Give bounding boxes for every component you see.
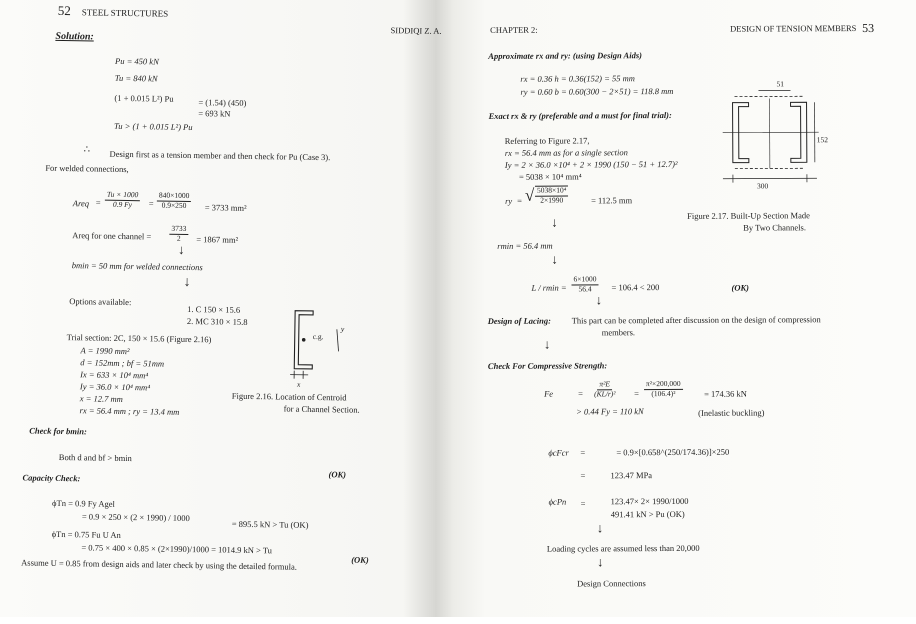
slenderness-label: L / rmin = [531, 284, 566, 294]
fe-result: = 174.36 kN [704, 390, 747, 400]
exact-heading: Exact rx & ry (preferable and a must for final trial): [489, 111, 672, 122]
phi-fcr-equation: = 0.9×[0.658^(250/174.36)]×250 [616, 448, 729, 458]
lacing-text-1: This part can be completed after discussion on the design of compression [572, 315, 821, 326]
multiplier-lhs: (1 + 0.015 L²) Pu [114, 94, 173, 105]
page-number: 53 [862, 22, 874, 36]
phi-tn-line-5: = 0.75 × 400 × 0.85 × (2×1990)/1000 = 1014.9 kN > Tu [81, 543, 272, 556]
therefore-symbol: ∴ [84, 144, 91, 156]
areq-label: Areq [73, 199, 89, 209]
equals-sign: = [580, 448, 585, 458]
one-channel-fraction: $\frac{3733}{2}$ [169, 225, 188, 244]
phi-pn-label: ϕcPn [549, 498, 567, 508]
running-head: STEEL STRUCTURES [82, 7, 169, 19]
one-channel-result: = 1867 mm² [196, 235, 238, 245]
slenderness-result: = 106.4 < 200 [611, 283, 659, 293]
fe-fraction-1: $\frac{\text{π²E}}{\text{(KL/r)²}}$ [592, 380, 618, 398]
assume-text: Assume U = 0.85 from design aids and later check by using the detailed formula. [21, 558, 297, 572]
multiplier-eq2: = 693 kN [198, 109, 230, 119]
ry-fraction: $\frac{\text{5038×10⁴}}{2\times 1990}$ [535, 186, 568, 205]
fe-label: Fe [544, 390, 553, 400]
check-bmin-heading: Check for bmin: [29, 427, 87, 438]
area-value: A = 1990 mm² [80, 346, 129, 357]
option-2: 2. MC 310 × 15.8 [187, 317, 248, 328]
phi-tn-line-2: = 0.9 × 250 × (2 × 1990) / 1000 [82, 512, 190, 523]
areq-one-channel: Areq for one channel = [72, 231, 151, 242]
cg-label: c.g. [313, 333, 324, 342]
iy-exact: Iy = 2 × 36.0 ×10⁴ + 2 × 1990 (150 − 51 + 12.7)² [505, 160, 678, 171]
equals-sign: = [96, 199, 101, 209]
loading-cycles-text: Loading cycles are assumed less than 20,000 [547, 544, 700, 555]
author-name: SIDDIQI Z. A. [390, 26, 441, 37]
down-arrow-icon: ↓ [183, 275, 190, 291]
equals-sign: = [517, 197, 522, 207]
for-welded-text: For welded connections, [45, 164, 128, 175]
rx-approx: rx = 0.36 h = 0.36(152) = 55 mm [520, 74, 635, 84]
down-arrow-icon: ↓ [551, 216, 558, 231]
phi-tn-line-1: ϕTn = 0.9 Fy Agel [52, 499, 115, 510]
areq-fraction-1: $\frac{Tu \times 1000}{0.9 Fy}$ [105, 191, 141, 210]
phi-pn-line-1: 123.47× 2× 1990/1000 [611, 497, 689, 507]
multiplier-eq1: = (1.54) (450) [198, 98, 246, 109]
solution-heading: Solution: [55, 31, 94, 43]
equals-sign: = [580, 471, 585, 481]
chapter-title: DESIGN OF TENSION MEMBERS [730, 24, 856, 34]
x-bar-value: x = 12.7 mm [80, 394, 123, 404]
down-arrow-icon: ↓ [596, 293, 603, 308]
compressive-heading: Check For Compressive Strength: [488, 361, 607, 371]
areq-result: = 3733 mm² [205, 203, 247, 213]
tu-comparison: Tu > (1 + 0.015 L²) Pu [114, 122, 193, 133]
slenderness-fraction: $\frac{6\times 1000}{56.4}$ [571, 275, 598, 293]
design-first-text: Design first as a tension member and then check for Pu (Case 3). [110, 150, 331, 163]
equals-sign: = [149, 199, 154, 209]
option-1: 1. C 150 × 15.6 [187, 305, 240, 316]
capacity-heading: Capacity Check: [22, 473, 80, 484]
phi-tn-line-4: ϕTn = 0.75 Fu U An [52, 530, 121, 541]
ok-label: (OK) [329, 470, 347, 480]
down-arrow-icon: ↓ [544, 338, 551, 353]
figure-2-16-caption: Figure 2.16. Location of Centroid [232, 392, 347, 404]
channel-centroid-figure [284, 305, 355, 386]
ok-label: (OK) [731, 284, 749, 294]
built-up-section-figure [718, 86, 829, 187]
trial-section: Trial section: 2C, 150 × 15.6 (Figure 2.16) [67, 333, 212, 345]
rx-exact: rx = 56.4 mm as for a single section [505, 148, 628, 158]
fe-fraction-2: $\frac{\text{π²×200,000}}{\text{(106.4)²}}$ [644, 380, 683, 398]
phi-pn-line-2: 491.41 kN > Pu (OK) [611, 510, 685, 520]
sqrt-icon: √ [525, 186, 534, 206]
phi-fcr-result: 123.47 MPa [610, 471, 652, 481]
design-connections-text: Design Connections [577, 579, 646, 589]
ry-result: = 112.5 mm [591, 196, 632, 206]
pu-value: Pu = 450 kN [115, 57, 159, 67]
ry-label: ry [505, 197, 512, 207]
dim-51-label: 51 [776, 80, 784, 89]
rmin-text: rmin = 56.4 mm [497, 242, 552, 252]
fe-comparison: > 0.44 Fy = 110 kN [576, 407, 644, 417]
figure-2-17-caption: Figure 2.17. Built-Up Section Made [687, 211, 810, 221]
ix-value: Ix = 633 × 10⁴ mm⁴ [80, 370, 148, 381]
figure-2-16-caption-2: for a Channel Section. [284, 405, 360, 416]
iy-value: Iy = 36.0 × 10⁴ mm⁴ [80, 382, 150, 393]
equals-sign: = [578, 389, 583, 399]
tu-value: Tu = 840 kN [115, 74, 158, 84]
down-arrow-icon: ↓ [178, 243, 185, 258]
equals-sign: = [581, 499, 586, 509]
down-arrow-icon: ↓ [551, 253, 558, 268]
both-text: Both d and bf > bmin [59, 453, 132, 464]
lacing-text-2: members. [602, 328, 635, 338]
depth-value: d = 152mm ; bf = 51mm [80, 358, 164, 369]
page-53 [478, 0, 916, 617]
approx-heading: Approximate rx and ry: (using Design Aids) [488, 51, 642, 62]
inelastic-note: (Inelastic buckling) [698, 409, 764, 419]
equals-sign: = [634, 389, 639, 399]
lacing-heading: Design of Lacing: [488, 317, 551, 327]
rx-ry-values: rx = 56.4 mm ; ry = 13.4 mm [79, 406, 179, 417]
ok-label: (OK) [351, 556, 369, 566]
areq-fraction-2: $\frac{840\times 1000}{0.9\times 250}$ [157, 191, 192, 210]
down-arrow-icon: ↓ [597, 521, 604, 536]
dim-152-label: 152 [817, 136, 828, 145]
figure-2-17-caption-2: By Two Channels. [743, 223, 806, 233]
phi-fcr-label: ϕcFcr [548, 449, 569, 459]
iy-result: = 5038 × 10⁴ mm⁴ [519, 172, 582, 182]
bmin-text: bmin = 50 mm for welded connections [72, 261, 203, 273]
phi-tn-line-3: = 895.5 kN > Tu (OK) [232, 520, 309, 531]
referring-text: Referring to Figure 2.17, [505, 136, 590, 146]
dim-300-label: 300 [757, 182, 768, 191]
page-number: 52 [58, 4, 71, 19]
chapter-label: CHAPTER 2: [490, 26, 538, 36]
y-axis-label: y [341, 325, 344, 334]
options-label: Options available: [69, 297, 131, 308]
down-arrow-icon: ↓ [597, 555, 604, 570]
x-bar-label: x [297, 381, 300, 390]
ry-approx: ry = 0.60 b = 0.60(300 − 2×51) = 118.8 mm [520, 87, 673, 98]
